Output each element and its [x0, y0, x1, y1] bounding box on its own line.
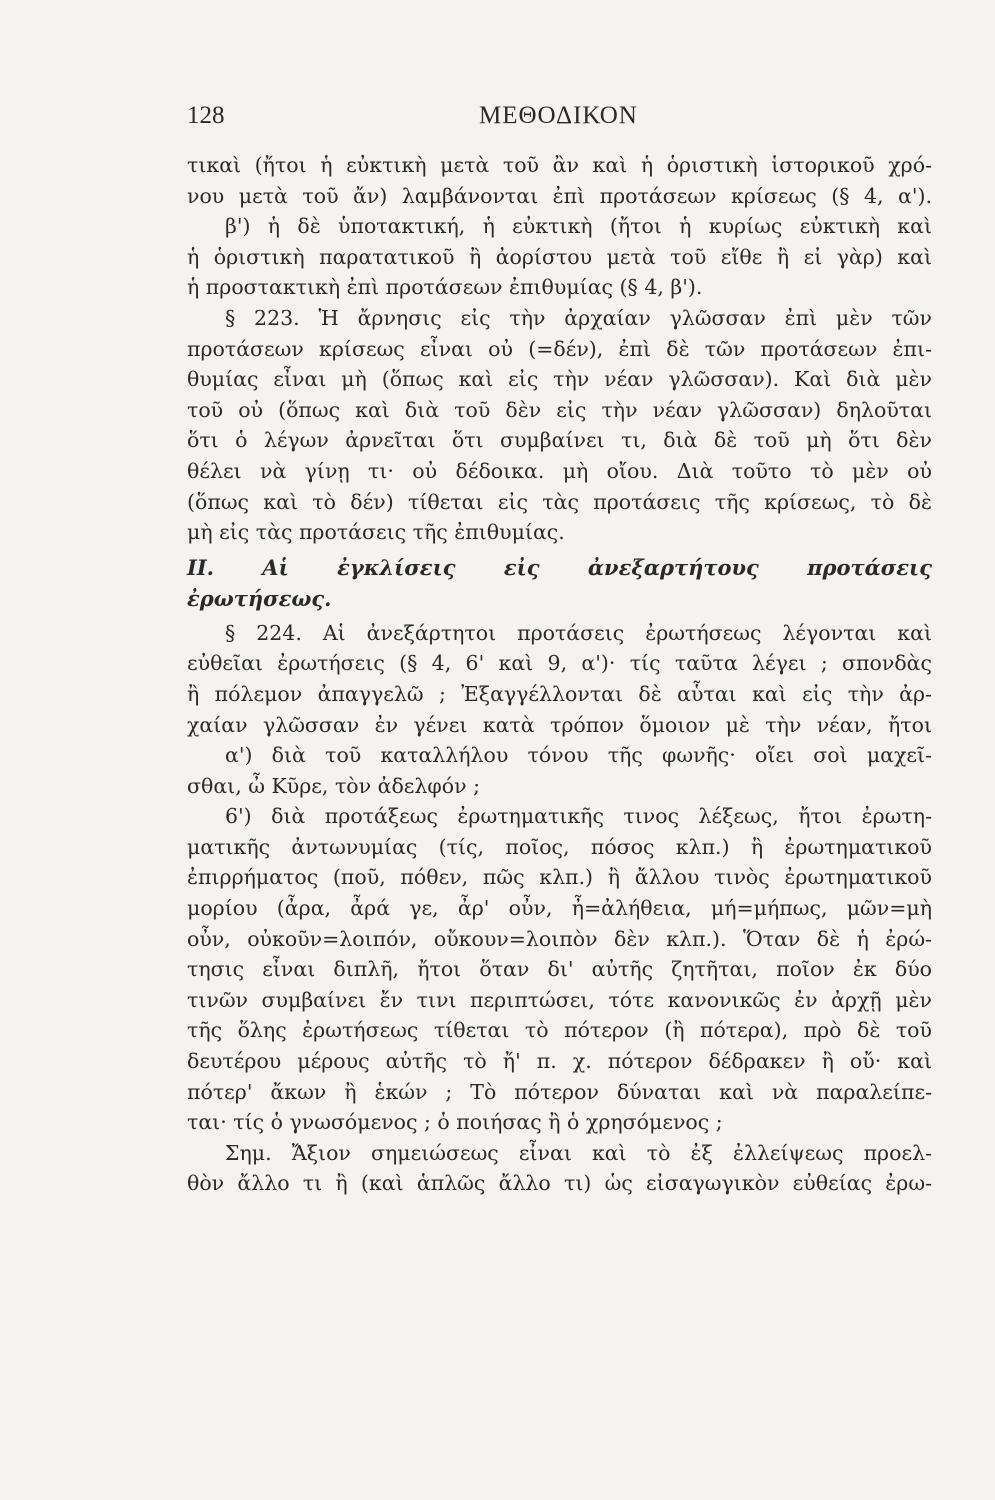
running-head	[187, 102, 932, 150]
text-line: σθαι, ὦ Κῦρε, τὸν ἀδελφόν ;	[187, 773, 481, 798]
text-line: μὴ εἰς τὰς προτάσεις τῆς ἐπιθυμίας.	[187, 520, 565, 545]
text-line: β') ἡ δὲ ὑποτακτική, ἡ εὐκτικὴ (ἤτοι ἡ κυρίως εὐκτικὴ καὶ	[225, 214, 932, 239]
running-title: ΜΕΘΟΔΙΚΟΝ	[479, 102, 638, 129]
text-line: τῆς ὅλης ἐρωτήσεως τίθεται τὸ πότερον (ἢ πότερα), πρὸ δὲ τοῦ	[187, 1018, 932, 1043]
text-line: μορίου (ἆρα, ἆρά γε, ἆρ' οὖν, ἦ=ἀλήθεια, μή=μήπως, μῶν=μὴ	[187, 896, 932, 921]
text-line: δευτέρου μέρους αὐτῆς τὸ ἤ' π. χ. πότερον δέδρακεν ἢ οὔ· καὶ	[187, 1049, 932, 1074]
text-line: ὅτι ὁ λέγων ἀρνεῖται ὅτι συμβαίνει τι, διὰ δὲ τοῦ μὴ ὅτι δὲν	[187, 428, 932, 453]
text-line: Σημ. Ἄξιον σημειώσεως εἶναι καὶ τὸ ἐξ ἐλλείψεως προελ-	[225, 1140, 932, 1165]
text-line: νου μετὰ τοῦ ἄν) λαμβάνονται ἐπὶ προτάσεων κρίσεως (§ 4, α').	[187, 183, 932, 208]
text-line: εὐθεῖαι ἐρωτήσεις (§ 4, 6' καὶ 9, α')· τίς ταῦτα λέγει ; σπονδὰς	[187, 651, 932, 676]
text-line: χαίαν γλῶσσαν ἐν γένει κατὰ τρόπον ὅμοιον μὲ τὴν νέαν, ἤτοι	[187, 712, 932, 737]
text-line: (ὅπως καὶ τὸ δέν) τίθεται εἰς τὰς προτάσεις τῆς κρίσεως, τὸ δὲ	[187, 489, 932, 514]
section-heading	[187, 552, 932, 614]
text-line: τησις εἶναι διπλῆ, ἤτοι ὅταν δι' αὐτῆς ζητῆται, ποῖον ἐκ δύο	[187, 957, 932, 982]
text-line: 6') διὰ προτάξεως ἐρωτηματικῆς τινος λέξεως, ἤτοι ἐρωτη-	[225, 804, 932, 829]
book-page	[187, 102, 932, 1199]
body-text	[187, 150, 932, 1199]
text-line: § 224. Αἱ ἀνεξάρτητοι προτάσεις ἐρωτήσεως λέγονται καὶ	[225, 620, 932, 645]
text-line: τινῶν συμβαίνει ἔν τινι περιπτώσει, τότε κανονικῶς ἐν ἀρχῇ μὲν	[187, 987, 932, 1012]
text-line: θὸν ἄλλο τι ἢ (καὶ ἁπλῶς ἄλλο τι) ὡς εἰσαγωγικὸν εὐθείας ἐρω-	[187, 1171, 932, 1196]
text-line: ἐπιρρήματος (ποῦ, πόθεν, πῶς κλπ.) ἢ ἄλλου τινὸς ἐρωτηματικοῦ	[187, 865, 932, 890]
text-line: προτάσεων κρίσεως εἶναι οὐ (=δέν), ἐπὶ δὲ τῶν προτάσεων ἐπι-	[187, 336, 932, 361]
paragraph-224-b	[187, 801, 932, 1138]
text-line: ται· τίς ὁ γνωσόμενος ; ὁ ποιήσας ἢ ὁ χρησόμενος ;	[187, 1110, 723, 1135]
page-number: 128	[187, 102, 225, 129]
text-line: τικαὶ (ἤτοι ἡ εὐκτικὴ μετὰ τοῦ ἂν καὶ ἡ ὁριστικὴ ἱστορικοῦ χρό-	[187, 153, 932, 177]
paragraph-note	[187, 1138, 932, 1199]
text-line: α') διὰ τοῦ καταλλήλου τόνου τῆς φωνῆς· οἴει σοὶ μαχεῖ-	[225, 743, 932, 768]
section-heading-line-1: ΙΙ. Αἱ ἐγκλίσεις εἰς ἀνεξαρτήτους προτάσεις	[187, 554, 932, 580]
section-heading-line-2: ἐρωτήσεως.	[187, 585, 332, 611]
text-line: τοῦ οὐ (ὅπως καὶ διὰ τοῦ δὲν εἰς τὴν νέαν γλῶσσαν) δηλοῦται	[187, 397, 932, 422]
text-line: θέλει νὰ γίνῃ τι· οὐ δέδοικα. μὴ οἴου. Διὰ τοῦτο τὸ μὲν οὐ	[187, 458, 932, 483]
text-line: ἢ πόλεμον ἀπαγγελῶ ; Ἐξαγγέλλονται δὲ αὗται καὶ εἰς τὴν ἀρ-	[187, 681, 932, 706]
paragraph-223	[187, 303, 932, 548]
text-line: πότερ' ἄκων ἢ ἑκών ; Τὸ πότερον δύναται καὶ νὰ παραλείπε-	[187, 1079, 932, 1104]
paragraph-1	[187, 150, 932, 303]
text-line: ἡ προστακτικὴ ἐπὶ προτάσεων ἐπιθυμίας (§ 4, β').	[187, 275, 703, 300]
text-line: θυμίας εἶναι μὴ (ὅπως καὶ εἰς τὴν νέαν γλῶσσαν). Καὶ διὰ μὲν	[187, 367, 932, 392]
paragraph-224	[187, 618, 932, 802]
text-line: οὖν, οὐκοῦν=λοιπόν, οὔκουν=λοιπὸν δὲν κλπ.). Ὅταν δὲ ἡ ἐρώ-	[187, 926, 932, 951]
text-line: ματικῆς ἀντωνυμίας (τίς, ποῖος, πόσος κλπ.) ἢ ἐρωτηματικοῦ	[187, 834, 932, 859]
text-line: ἡ ὁριστικὴ παρατατικοῦ ἢ ἀορίστου μετὰ τοῦ εἴθε ἢ εἰ γὰρ) καὶ	[187, 244, 932, 269]
text-line: § 223. Ἡ ἄρνησις εἰς τὴν ἀρχαίαν γλῶσσαν ἐπὶ μὲν τῶν	[225, 305, 932, 330]
